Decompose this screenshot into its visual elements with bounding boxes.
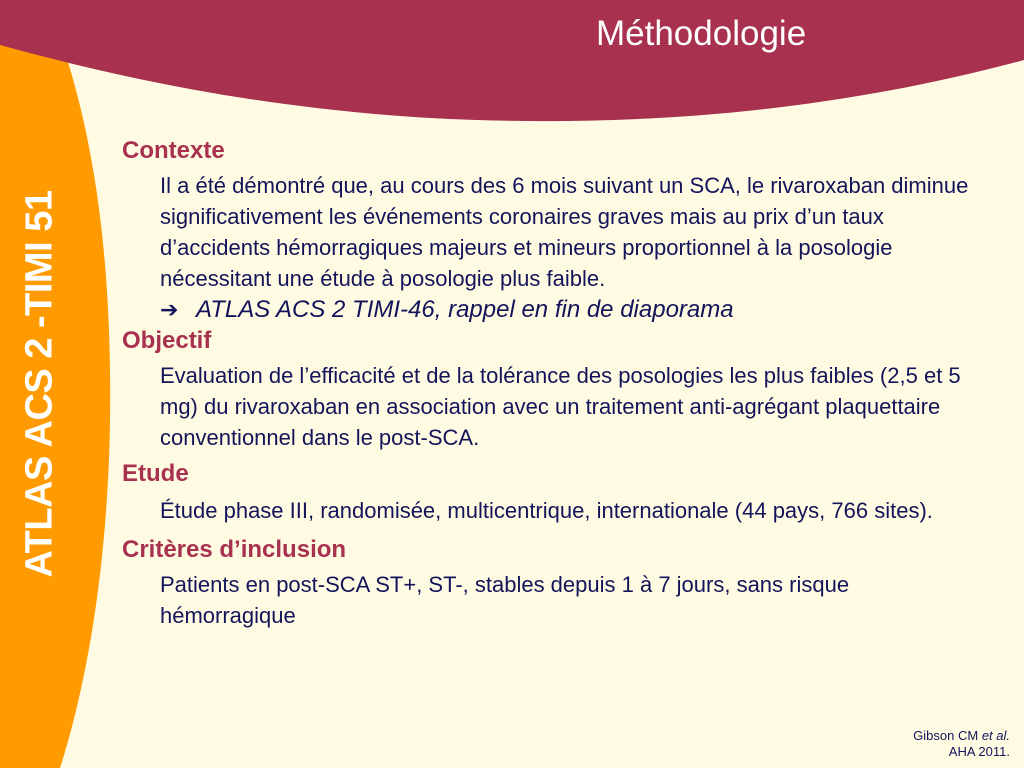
header-band bbox=[0, 0, 1024, 121]
inclusion-text: Patients en post-SCA ST+, ST-, stables depuis 1 à 7 jours, sans risque hémorragique bbox=[160, 572, 850, 628]
objectif-text: Evaluation de l’efficacité et de la tolérance des posologies les plus faibles (2,5 et 5 mg) du rivaroxaban en association avec un traitement anti-agrégant plaquettaire conventionnel dans le post-SCA. bbox=[160, 363, 961, 450]
citation-source: AHA 2011. bbox=[948, 744, 1010, 759]
contexte-text: Il a été démontré que, au cours des 6 mois suivant un SCA, le rivaroxaban diminue significativement les événements coronaires graves mais au prix d’un taux d’accidents hémorragiques majeurs et mineurs proportionnel à la posologie nécessitant une étude à posologie plus faible. bbox=[160, 173, 969, 291]
sidebar-title: ATLAS ACS 2 -TIMI 51 bbox=[18, 190, 61, 578]
citation-author: Gibson CM bbox=[913, 728, 979, 743]
citation-etal: et al. bbox=[981, 728, 1010, 743]
section-contexte bbox=[122, 136, 982, 326]
citation-line-1 bbox=[913, 728, 1010, 744]
right-arrow-icon: ➔ bbox=[160, 297, 179, 322]
section-etude bbox=[122, 459, 982, 529]
section-objectif bbox=[122, 326, 982, 453]
slide-content bbox=[122, 136, 982, 631]
citation bbox=[913, 728, 1010, 760]
section-inclusion bbox=[122, 535, 982, 631]
contexte-note-text: ATLAS ACS 2 TIMI-46, rappel en fin de diaporama bbox=[196, 296, 734, 323]
etude-text: Étude phase III, randomisée, multicentrique, internationale (44 pays, 766 sites). bbox=[160, 498, 933, 523]
page-title: Méthodologie bbox=[596, 14, 807, 53]
section-heading-etude: Etude bbox=[122, 460, 189, 487]
section-heading-inclusion: Critères d’inclusion bbox=[122, 536, 347, 563]
section-heading-contexte: Contexte bbox=[122, 137, 225, 164]
contexte-note bbox=[160, 294, 982, 326]
section-heading-objectif: Objectif bbox=[122, 327, 212, 354]
